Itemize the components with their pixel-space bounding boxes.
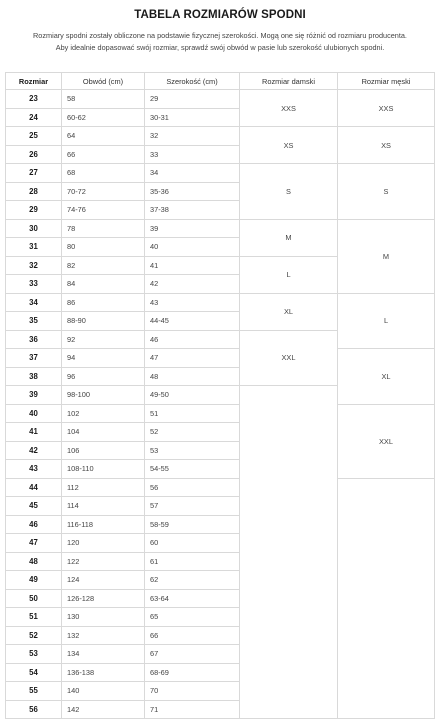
size-cell: 36 — [6, 330, 62, 349]
size-cell: 56 — [6, 700, 62, 719]
size-table-body — [6, 90, 435, 719]
width-cell: 47 — [145, 349, 240, 368]
width-cell: 34 — [145, 164, 240, 183]
size-cell: 54 — [6, 663, 62, 682]
waist-cell: 120 — [62, 534, 145, 553]
waist-cell: 78 — [62, 219, 145, 238]
header-size: Rozmiar — [6, 73, 62, 90]
width-cell: 46 — [145, 330, 240, 349]
womens-size-cell: XXL — [240, 330, 338, 386]
mens-size-cell: S — [338, 164, 435, 220]
width-cell: 58-59 — [145, 515, 240, 534]
size-cell: 38 — [6, 367, 62, 386]
width-cell: 71 — [145, 700, 240, 719]
mens-size-cell: XXS — [338, 90, 435, 127]
table-row — [6, 164, 435, 183]
width-cell: 48 — [145, 367, 240, 386]
waist-cell: 102 — [62, 404, 145, 423]
width-cell: 70 — [145, 682, 240, 701]
size-cell: 40 — [6, 404, 62, 423]
table-row — [6, 404, 435, 423]
size-cell: 34 — [6, 293, 62, 312]
waist-cell: 106 — [62, 441, 145, 460]
table-row — [6, 349, 435, 368]
table-row — [6, 219, 435, 238]
womens-size-cell — [240, 386, 338, 719]
waist-cell: 88-90 — [62, 312, 145, 331]
header-mens-size: Rozmiar męski — [338, 73, 435, 90]
waist-cell: 114 — [62, 497, 145, 516]
size-cell: 30 — [6, 219, 62, 238]
width-cell: 51 — [145, 404, 240, 423]
size-cell: 37 — [6, 349, 62, 368]
size-cell: 44 — [6, 478, 62, 497]
waist-cell: 142 — [62, 700, 145, 719]
waist-cell: 126-128 — [62, 589, 145, 608]
mens-size-cell: XL — [338, 349, 435, 405]
size-cell: 53 — [6, 645, 62, 664]
width-cell: 52 — [145, 423, 240, 442]
width-cell: 56 — [145, 478, 240, 497]
waist-cell: 132 — [62, 626, 145, 645]
mens-size-cell — [338, 478, 435, 719]
waist-cell: 96 — [62, 367, 145, 386]
waist-cell: 66 — [62, 145, 145, 164]
waist-cell: 64 — [62, 127, 145, 146]
width-cell: 29 — [145, 90, 240, 109]
mens-size-cell: M — [338, 219, 435, 293]
header-waist: Obwód (cm) — [62, 73, 145, 90]
size-cell: 41 — [6, 423, 62, 442]
waist-cell: 112 — [62, 478, 145, 497]
waist-cell: 68 — [62, 164, 145, 183]
size-cell: 25 — [6, 127, 62, 146]
waist-cell: 60-62 — [62, 108, 145, 127]
size-cell: 39 — [6, 386, 62, 405]
waist-cell: 116-118 — [62, 515, 145, 534]
womens-size-cell: XL — [240, 293, 338, 330]
waist-cell: 70-72 — [62, 182, 145, 201]
width-cell: 62 — [145, 571, 240, 590]
table-row — [6, 293, 435, 312]
size-cell: 52 — [6, 626, 62, 645]
size-cell: 49 — [6, 571, 62, 590]
size-cell: 26 — [6, 145, 62, 164]
size-cell: 43 — [6, 460, 62, 479]
size-cell: 27 — [6, 164, 62, 183]
size-cell: 29 — [6, 201, 62, 220]
size-cell: 42 — [6, 441, 62, 460]
size-cell: 51 — [6, 608, 62, 627]
width-cell: 68-69 — [145, 663, 240, 682]
width-cell: 54-55 — [145, 460, 240, 479]
width-cell: 61 — [145, 552, 240, 571]
page-title: TABELA ROZMIARÓW SPODNI — [134, 9, 306, 21]
womens-size-cell: L — [240, 256, 338, 293]
width-cell: 33 — [145, 145, 240, 164]
size-cell: 33 — [6, 275, 62, 294]
size-cell: 35 — [6, 312, 62, 331]
width-cell: 32 — [145, 127, 240, 146]
mens-size-cell: XXL — [338, 404, 435, 478]
waist-cell: 80 — [62, 238, 145, 257]
width-cell: 40 — [145, 238, 240, 257]
width-cell: 39 — [145, 219, 240, 238]
womens-size-cell: XXS — [240, 90, 338, 127]
width-cell: 49-50 — [145, 386, 240, 405]
waist-cell: 98-100 — [62, 386, 145, 405]
width-cell: 67 — [145, 645, 240, 664]
size-cell: 24 — [6, 108, 62, 127]
size-table-header — [6, 73, 435, 90]
waist-cell: 84 — [62, 275, 145, 294]
table-row — [6, 127, 435, 146]
womens-size-cell: S — [240, 164, 338, 220]
womens-size-cell: XS — [240, 127, 338, 164]
width-cell: 60 — [145, 534, 240, 553]
waist-cell: 108-110 — [62, 460, 145, 479]
width-cell: 44-45 — [145, 312, 240, 331]
waist-cell: 134 — [62, 645, 145, 664]
waist-cell: 136-138 — [62, 663, 145, 682]
width-cell: 65 — [145, 608, 240, 627]
table-row — [6, 478, 435, 497]
width-cell: 42 — [145, 275, 240, 294]
waist-cell: 74-76 — [62, 201, 145, 220]
waist-cell: 92 — [62, 330, 145, 349]
womens-size-cell: M — [240, 219, 338, 256]
size-cell: 31 — [6, 238, 62, 257]
width-cell: 66 — [145, 626, 240, 645]
waist-cell: 82 — [62, 256, 145, 275]
header-row — [6, 73, 435, 90]
description-line-2: Aby idealnie dopasować swój rozmiar, sprawdź swój obwód w pasie lub szerokość ulubionych spodni. — [55, 43, 385, 52]
waist-cell: 94 — [62, 349, 145, 368]
size-cell: 28 — [6, 182, 62, 201]
waist-cell: 122 — [62, 552, 145, 571]
width-cell: 43 — [145, 293, 240, 312]
width-cell: 53 — [145, 441, 240, 460]
width-cell: 57 — [145, 497, 240, 516]
waist-cell: 104 — [62, 423, 145, 442]
width-cell: 37-38 — [145, 201, 240, 220]
size-cell: 50 — [6, 589, 62, 608]
size-cell: 45 — [6, 497, 62, 516]
size-cell: 46 — [6, 515, 62, 534]
size-table — [5, 72, 435, 719]
description-line-1: Rozmiary spodni zostały obliczone na podstawie fizycznej szerokości. Mogą one się różnić od rozmiaru producenta. — [33, 31, 407, 40]
waist-cell: 130 — [62, 608, 145, 627]
table-row — [6, 90, 435, 109]
size-cell: 23 — [6, 90, 62, 109]
width-cell: 41 — [145, 256, 240, 275]
waist-cell: 124 — [62, 571, 145, 590]
size-cell: 48 — [6, 552, 62, 571]
header-womens-size: Rozmiar damski — [240, 73, 338, 90]
waist-cell: 58 — [62, 90, 145, 109]
width-cell: 63-64 — [145, 589, 240, 608]
size-cell: 47 — [6, 534, 62, 553]
width-cell: 30-31 — [145, 108, 240, 127]
mens-size-cell: XS — [338, 127, 435, 164]
waist-cell: 140 — [62, 682, 145, 701]
mens-size-cell: L — [338, 293, 435, 349]
header-width: Szerokość (cm) — [145, 73, 240, 90]
size-cell: 55 — [6, 682, 62, 701]
width-cell: 35-36 — [145, 182, 240, 201]
size-cell: 32 — [6, 256, 62, 275]
waist-cell: 86 — [62, 293, 145, 312]
